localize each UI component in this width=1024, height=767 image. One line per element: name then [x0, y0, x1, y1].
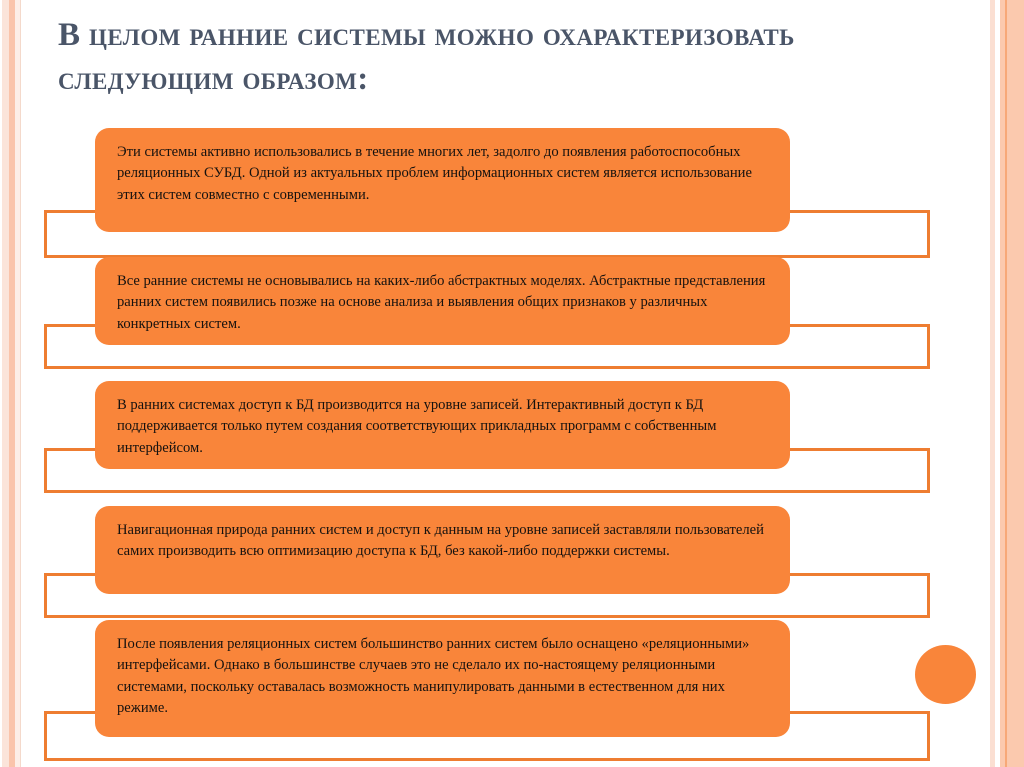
item-callout-3[interactable] — [95, 381, 790, 469]
item-callout-4[interactable] — [95, 506, 790, 594]
item-text-4: Навигационная природа ранних систем и доступ к данным на уровне записей заставляли пользователей самих производить всю оптимизацию доступа к БД, без какой-либо поддержки системы. — [117, 522, 768, 560]
item-text-3: В ранних системах доступ к БД производится на уровне записей. Интерактивный доступ к БД поддерживается только путем создания соответствующих прикладных программ с собственным интерфейсом. — [117, 397, 721, 456]
item-callout-1[interactable] — [95, 128, 790, 232]
item-callout-5[interactable] — [95, 620, 790, 737]
item-text-5: После появления реляционных систем большинство ранних систем было оснащено «реляционными» интерфейсами. Однако в большинстве случаев это не сделало их по-настоящему реляционными системами, поскольку оставалась возможность манипулировать данными в естественном для них режиме. — [117, 636, 753, 717]
decorative-circle — [915, 645, 976, 704]
item-text-1: Эти системы активно использовались в течение многих лет, задолго до появления работоспособных реляционных СУБД. Одной из актуальных проблем информационных систем является использование этих систем совместно с современными. — [117, 144, 756, 203]
item-text-2: Все ранние системы не основывались на каких-либо абстрактных моделях. Абстрактные представления ранних систем появились позже на основе анализа и выявления общих признаков у различных конкретных систем. — [117, 273, 769, 332]
slide-title: В целом ранние системы можно охарактеризовать следующим образом: — [58, 17, 804, 97]
item-callout-2[interactable] — [95, 257, 790, 345]
